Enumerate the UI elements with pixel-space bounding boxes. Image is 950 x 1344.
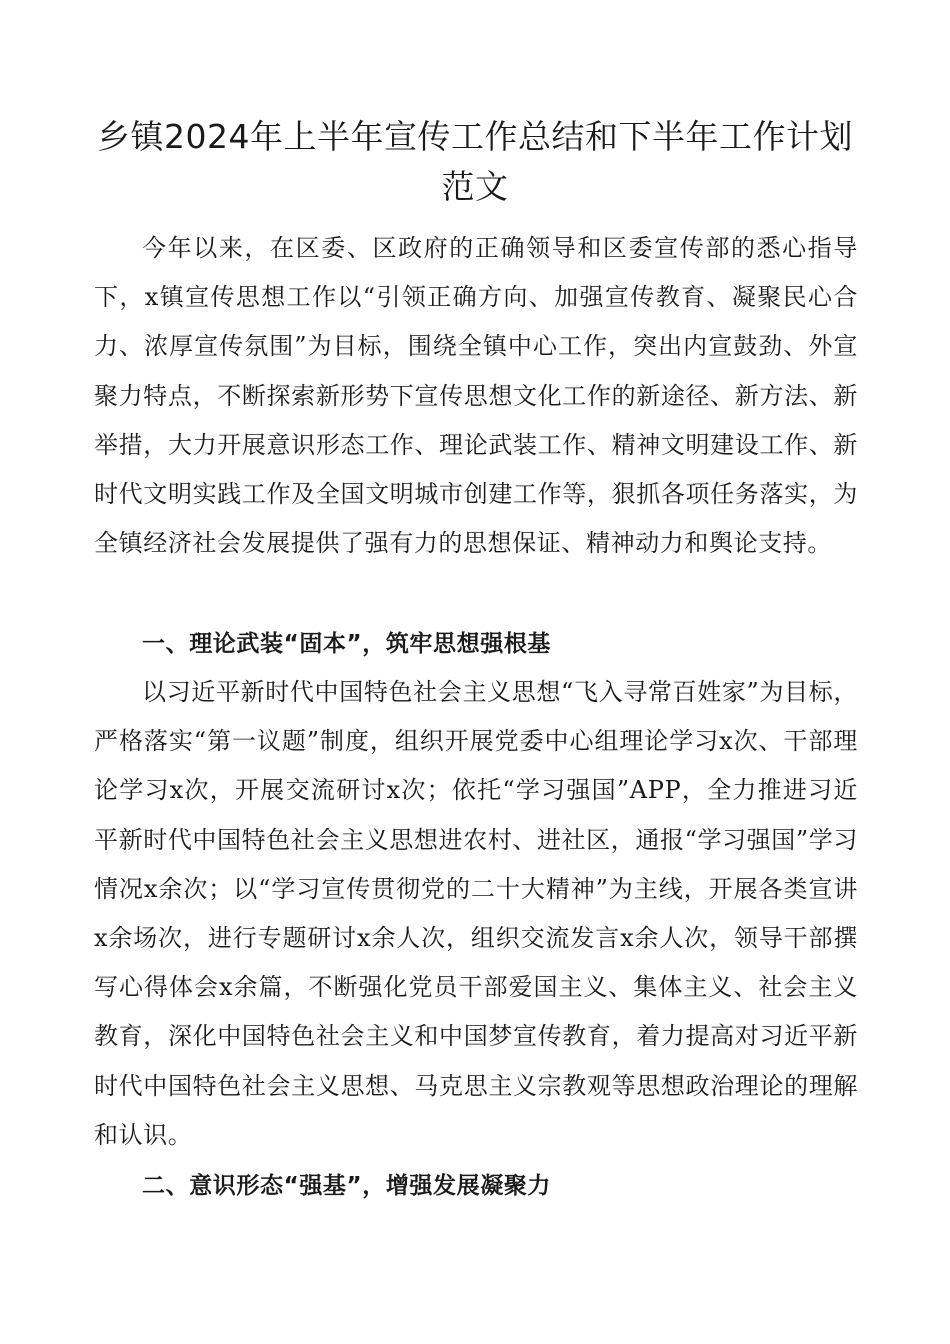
- section-heading-2: 二、意识形态“强基”，增强发展凝聚力: [142, 1173, 552, 1199]
- section-paragraph-1: 以习近平新时代中国特色社会主义思想“飞入寻常百姓家”为目标，严格落实“第一议题”制度，组织开展党委中心组理论学习x次、干部理论学习x次，开展交流研讨x次；依托“学习强国”APP，全力推进习近平新时代中国特色社会主义思想进农村、进社区，通报“学习强国”学习情况x余次；以“学习宣传贯彻党的二十大精神”为主线，开展各类宣讲x余场次，进行专题研讨x余人次，组织交流发言x余人次，领导干部撰写心得体会x余篇，不断强化党员干部爱国主义、集体主义、社会主义教育，深化中国特色社会主义和中国梦宣传教育，着力提高对习近平新时代中国特色社会主义思想、马克思主义宗教观等思想政治理论的理解和认识。: [94, 678, 858, 1149]
- document-title: 乡镇2024年上半年宣传工作总结和下半年工作计划范文: [97, 117, 853, 206]
- intro-paragraph: 今年以来，在区委、区政府的正确领导和区委宣传部的悉心指导下，x镇宣传思想工作以“引领正确方向、加强宣传教育、凝聚民心合力、浓厚宣传氛围”为目标，围绕全镇中心工作，突出内宣鼓劲、外宣聚力特点，不断探索新形势下宣传思想文化工作的新途径、新方法、新举措，大力开展意识形态工作、理论武装工作、精神文明建设工作、新时代文明实践工作及全国文明城市创建工作等，狠抓各项任务落实，为全镇经济社会发展提供了强有力的思想保证、精神动力和舆论支持。: [94, 234, 858, 558]
- section-heading-1: 一、理论武装“固本”，筑牢思想强根基: [142, 631, 552, 657]
